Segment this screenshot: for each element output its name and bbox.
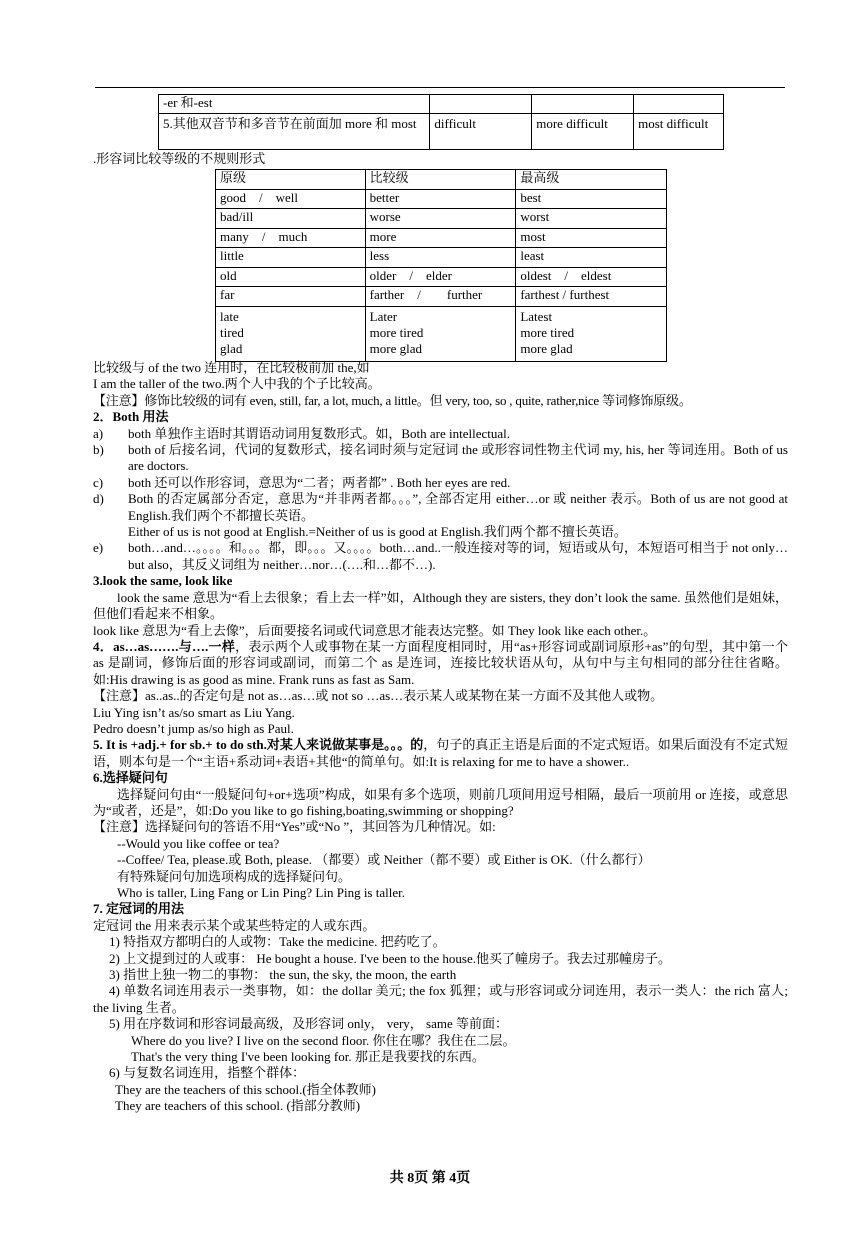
table-cell: old [216,267,366,287]
example-sentence: --Coffee/ Tea, please.或 Both, please. （都要）或 Neither（都不要）或 Either is OK.（什么都行） [117,852,651,868]
paragraph: look like 意思为“看上去像”，后面要接名词或代词意思才能表达完整。如 They look like each other.。 [93,622,657,638]
example-sentence: Pedro doesn’t jump as/so high as Paul. [93,720,294,736]
list-item [93,426,788,442]
table-cell [634,95,724,114]
section-heading: 4．as…as…….与….一样 [93,638,236,654]
example-sentence: --Would you like coffee or tea? [117,835,280,851]
example-sentence: They are the teachers of this school.(指全体教师) [115,1081,377,1097]
table-cell: farther / further [365,287,516,307]
list-text: both 单独作主语时其谓语动词用复数形式。如，Both are intellectual. [128,425,511,441]
list-item [93,442,788,475]
table-cell: more [365,228,516,248]
table-row [216,248,667,268]
list-item: 1) 特指双方都明白的人或物：Take the medicine. 把药吃了。 [109,934,446,950]
table-row [159,95,724,114]
list-item: 6) 与复数名词连用，指整个群体： [109,1065,306,1081]
example-sentence: Liu Ying isn’t as/so smart as Liu Yang. [93,704,295,720]
section-heading: 7. 定冠词的用法 [93,901,185,917]
table-cell: most [516,228,667,248]
table-row [216,189,667,209]
paragraph: I am the taller of the two.两个人中我的个子比较高。 [93,376,381,392]
paragraph: 选择疑问句由“一般疑问句+or+选项”构成，如果有多个选项，则前几项间用逗号相隔，最后一项前用 or 连接，或意思为“或者，还是”，如:Do you like to go fishing,boating,swimming or shopping? [93,786,788,818]
note-paragraph: 【注意】as..as..的否定句是 not as…as…或 not so …as…表示某人或某物在某一方面不及其他人或物。 [93,688,664,704]
table-row [216,209,667,229]
table-cell: good / well [216,189,366,209]
table-cell: better [365,189,516,209]
note-paragraph: 【注意】修饰比较级的词有 even, still, far, a lot, much, a little。但 very, too, so , quite, rather,nice 等词修饰原级。 [93,392,692,408]
table-cell: bad/ill [216,209,366,229]
list-text: both of 后接名词，代词的复数形式，接名词时须与定冠词 the 或形容词性物主代词 my, his, her 等词连用。Both of us are doctors. [128,442,788,474]
example-sentence: Where do you live? I live on the second floor. 你住在哪？我住在二层。 [131,1032,516,1048]
table-cell: best [516,189,667,209]
table-cell: 5.其他双音节和多音节在前面加 more 和 most [159,114,430,150]
list-item [93,540,788,573]
paragraph-text: ，表示两个人或事物在某一方面程度相同时，用“as+形容词或副词原形+as”的句型，其中第一个 as 是副词，修饰后面的形容词或副词，而第二个 as 是连词，连接比较状语从句，从句中与主句相同的部分往往省略。如:His drawing is as good as mine. Frank runs as fast as Sam. [93,638,788,687]
section-heading: 3.look the same, look like [93,573,233,589]
table-cell: most difficult [634,114,724,150]
list-marker: b) [93,442,104,458]
table-cell: less [365,248,516,268]
irregular-forms-table [215,169,667,362]
paragraph-text: ，句子的真正主语是后面的不定式短语。如果后面没有不定式短语，则本句是一个“主语+系动词+表语+其他“的简单句。如:It is relaxing for me to have a shower.. [93,737,788,769]
table-cell: difficult [430,114,532,150]
irregular-heading: .形容词比较等级的不规则形式 [93,151,266,166]
table-cell: farthest / furthest [516,287,667,307]
page-footer: 共 8页 第 4页 [389,1171,471,1186]
paragraph: 有特殊疑问句加选项构成的选择疑问句。 [117,868,352,884]
body-text [93,360,788,1115]
table-cell: late tired glad [216,306,366,361]
list-text: both…and…。。。。和。。。都，即。。。又。。。。both…and..一般连接对等的词，短语或从句，本短语可相当于 not only…but also，其反义词组为 neither…nor…(….和…都不…). [128,540,788,572]
table-cell [532,95,634,114]
list-text: Both 的否定属部分否定，意思为“并非两者都。。。”, 全部否定用 either…or 或 neither 表示。Both of us are not good at English.我们两个不都擅长英语。 [128,491,788,523]
table-row [216,287,667,307]
list-item [93,491,788,524]
table-cell: more difficult [532,114,634,150]
table-row [216,267,667,287]
table-cell: least [516,248,667,268]
section-heading: 6.选择疑问句 [93,770,168,786]
example-sentence: They are teachers of this school. (指部分教师) [115,1098,361,1114]
example-sentence: Who is taller, Ling Fang or Lin Ping? Lin Ping is taller. [117,885,405,900]
list-item: 2) 上文提到过的人或事： He bought a house. I've been to the house.他买了幢房子。我去过那幢房子。 [109,950,672,966]
list-item: 5) 用在序数词和形容词最高级，及形容词 only， very， same 等前面： [109,1016,509,1032]
paragraph [93,639,788,688]
list-text: both 还可以作形容词，意思为“二者；两者都” . Both her eyes are red. [128,474,511,490]
list-marker: d) [93,491,104,507]
column-header: 比较级 [365,170,516,190]
list-item: 3) 指世上独一物二的事物： the sun, the sky, the moon, the earth [109,967,457,983]
list-marker: c) [93,474,104,490]
header-rule [95,87,785,88]
table-cell: Later more tired more glad [365,306,516,361]
example-sentence: That's the very thing I've been looking for. 那正是我要找的东西。 [131,1049,485,1065]
table-cell: older / elder [365,267,516,287]
table-row [159,114,724,150]
section-heading: 2．Both 用法 [93,409,169,425]
list-marker: a) [93,425,104,441]
section-heading: 5. It is +adj.+ for sb.+ to do sth.对某人来说做某事是。。。的 [93,737,424,753]
table-row [216,228,667,248]
paragraph [93,737,788,770]
column-header: 最高级 [516,170,667,190]
list-text: Either of us is not good at English.=Neither of us is good at English.我们两个都不擅长英语。 [128,524,627,540]
table-cell: Latest more tired more glad [516,306,667,361]
table-cell: far [216,287,366,307]
table-cell: worst [516,209,667,229]
comparison-rule-table [158,94,724,150]
table-cell: oldest / eldest [516,267,667,287]
table-cell: -er 和-est [159,95,430,114]
column-header: 原级 [216,170,366,190]
table-cell: many / much [216,228,366,248]
paragraph: 比较级与 of the two 连用时，在比较极前加 the,如 [93,360,370,375]
list-item: 4) 单数名词连用表示一类事物，如：the dollar 美元; the fox 狐狸；或与形容词或分词连用，表示一类人：the rich 富人; the living 生者。 [93,983,788,1015]
note-paragraph: 【注意】选择疑问句的答语不用“Yes”或“No ”，其回答为几种情况。如: [93,819,496,835]
paragraph: look the same 意思为“看上去很象；看上去一样”如，Although they are sisters, they don’t look the same. 虽然他们是姐妹，但他们看起来不相象。 [93,589,788,622]
table-cell: worse [365,209,516,229]
paragraph: 定冠词 the 用来表示某个或某些特定的人或东西。 [93,917,376,933]
list-item [93,524,788,540]
table-header-row [216,170,667,190]
table-cell [430,95,532,114]
list-item [93,475,788,491]
list-marker: e) [93,540,104,556]
table-cell: little [216,248,366,268]
table-row [216,306,667,361]
